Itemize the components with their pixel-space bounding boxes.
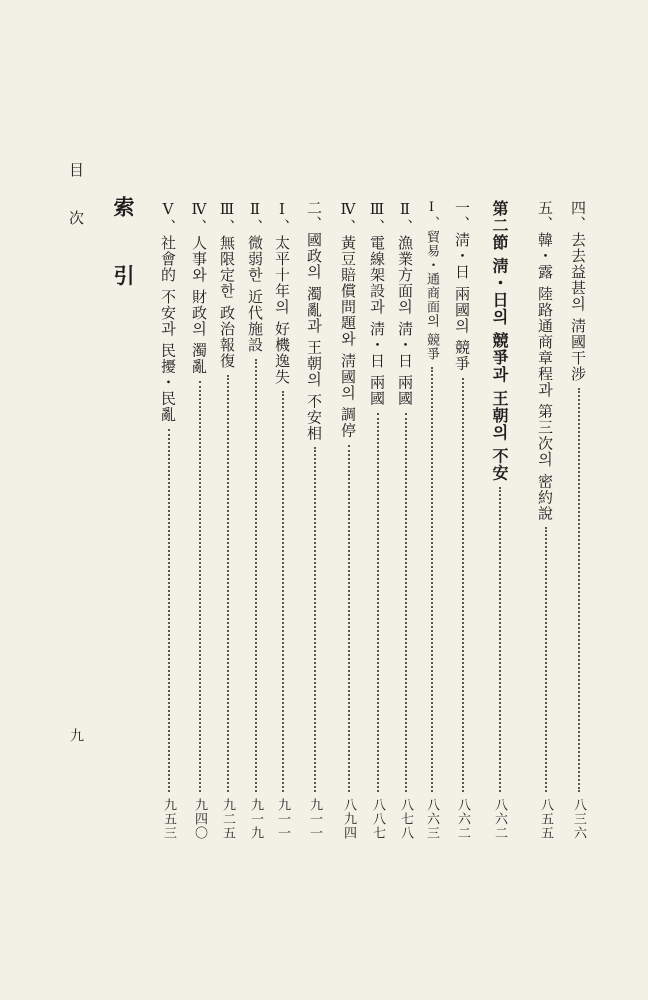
dot-leader [314, 447, 316, 792]
toc-page-ref: 九二五 [220, 798, 235, 840]
toc-entry: Ⅳ、黃豆賠償問題와 淸國의 調停 八九四 [339, 200, 357, 840]
dot-leader [282, 391, 284, 792]
page-number: 九 [68, 728, 84, 742]
toc-entry: Ⅱ、漁業方面의 淸・日 兩國 八七八 [396, 200, 414, 840]
toc-page-ref: 九一九 [248, 798, 263, 840]
toc-entry: 五、韓・露 陸路通商章程과 第三次의 密約說 八五五 [536, 200, 554, 840]
dot-leader [227, 375, 229, 792]
toc-entry: Ⅴ、社會的 不安과 民擾・民亂 九五三 [159, 200, 177, 840]
dot-leader [255, 359, 257, 792]
toc-page-ref: 九四〇 [192, 798, 207, 840]
toc-entry: Ⅲ、無限定한 政治報復 九二五 [218, 200, 236, 840]
toc-page-ref: 八九四 [341, 798, 356, 840]
dot-leader [499, 487, 501, 792]
index-heading: 索 引 [111, 196, 136, 306]
toc-page-ref: 八六二 [455, 798, 470, 840]
dot-leader [578, 388, 580, 792]
toc-page-ref: 九一一 [275, 798, 290, 840]
toc-page-ref: 八六三 [424, 798, 439, 840]
toc-page-ref: 八六二 [492, 798, 507, 840]
toc-page-ref: 八五五 [538, 798, 553, 840]
toc-entry: Ⅰ、太平十年의 好機逸失 九一一 [273, 200, 291, 840]
running-header: 目 次 [67, 162, 85, 239]
toc-section-heading: 第二節 淸・日의 競爭과 王朝의 不安 八六二 [490, 200, 509, 840]
toc-entry: Ⅳ、人事와 財政의 濁亂 九四〇 [190, 200, 208, 840]
dot-leader [545, 527, 547, 792]
toc-entry: Ⅱ、微弱한 近代施設 九一九 [246, 200, 264, 840]
toc-entry: 一、淸・日 兩國의 競爭 八六二 [453, 200, 471, 840]
toc-page-ref: 九一一 [307, 798, 322, 840]
dot-leader [199, 381, 201, 792]
dot-leader [405, 413, 407, 792]
toc-page-ref: 八三六 [571, 798, 586, 840]
toc-page-ref: 八七八 [398, 798, 413, 840]
dot-leader [431, 367, 433, 792]
dot-leader [168, 429, 170, 792]
dot-leader [377, 413, 379, 792]
dot-leader [462, 378, 464, 792]
dot-leader [348, 445, 350, 792]
toc-entry: 二、國政의 濁亂과 王朝의 不安相 九一一 [305, 200, 323, 840]
toc-entry: Ⅲ、電線架設과 淸・日 兩國 八八七 [368, 200, 386, 840]
toc-page-ref: 九五三 [161, 798, 176, 840]
toc-entry: Ⅰ、貿易・通商面의 競爭 八六三 [424, 200, 439, 840]
toc-entry: 四、去去益甚의 淸國干涉 八三六 [569, 200, 587, 840]
toc-page-ref: 八八七 [370, 798, 385, 840]
